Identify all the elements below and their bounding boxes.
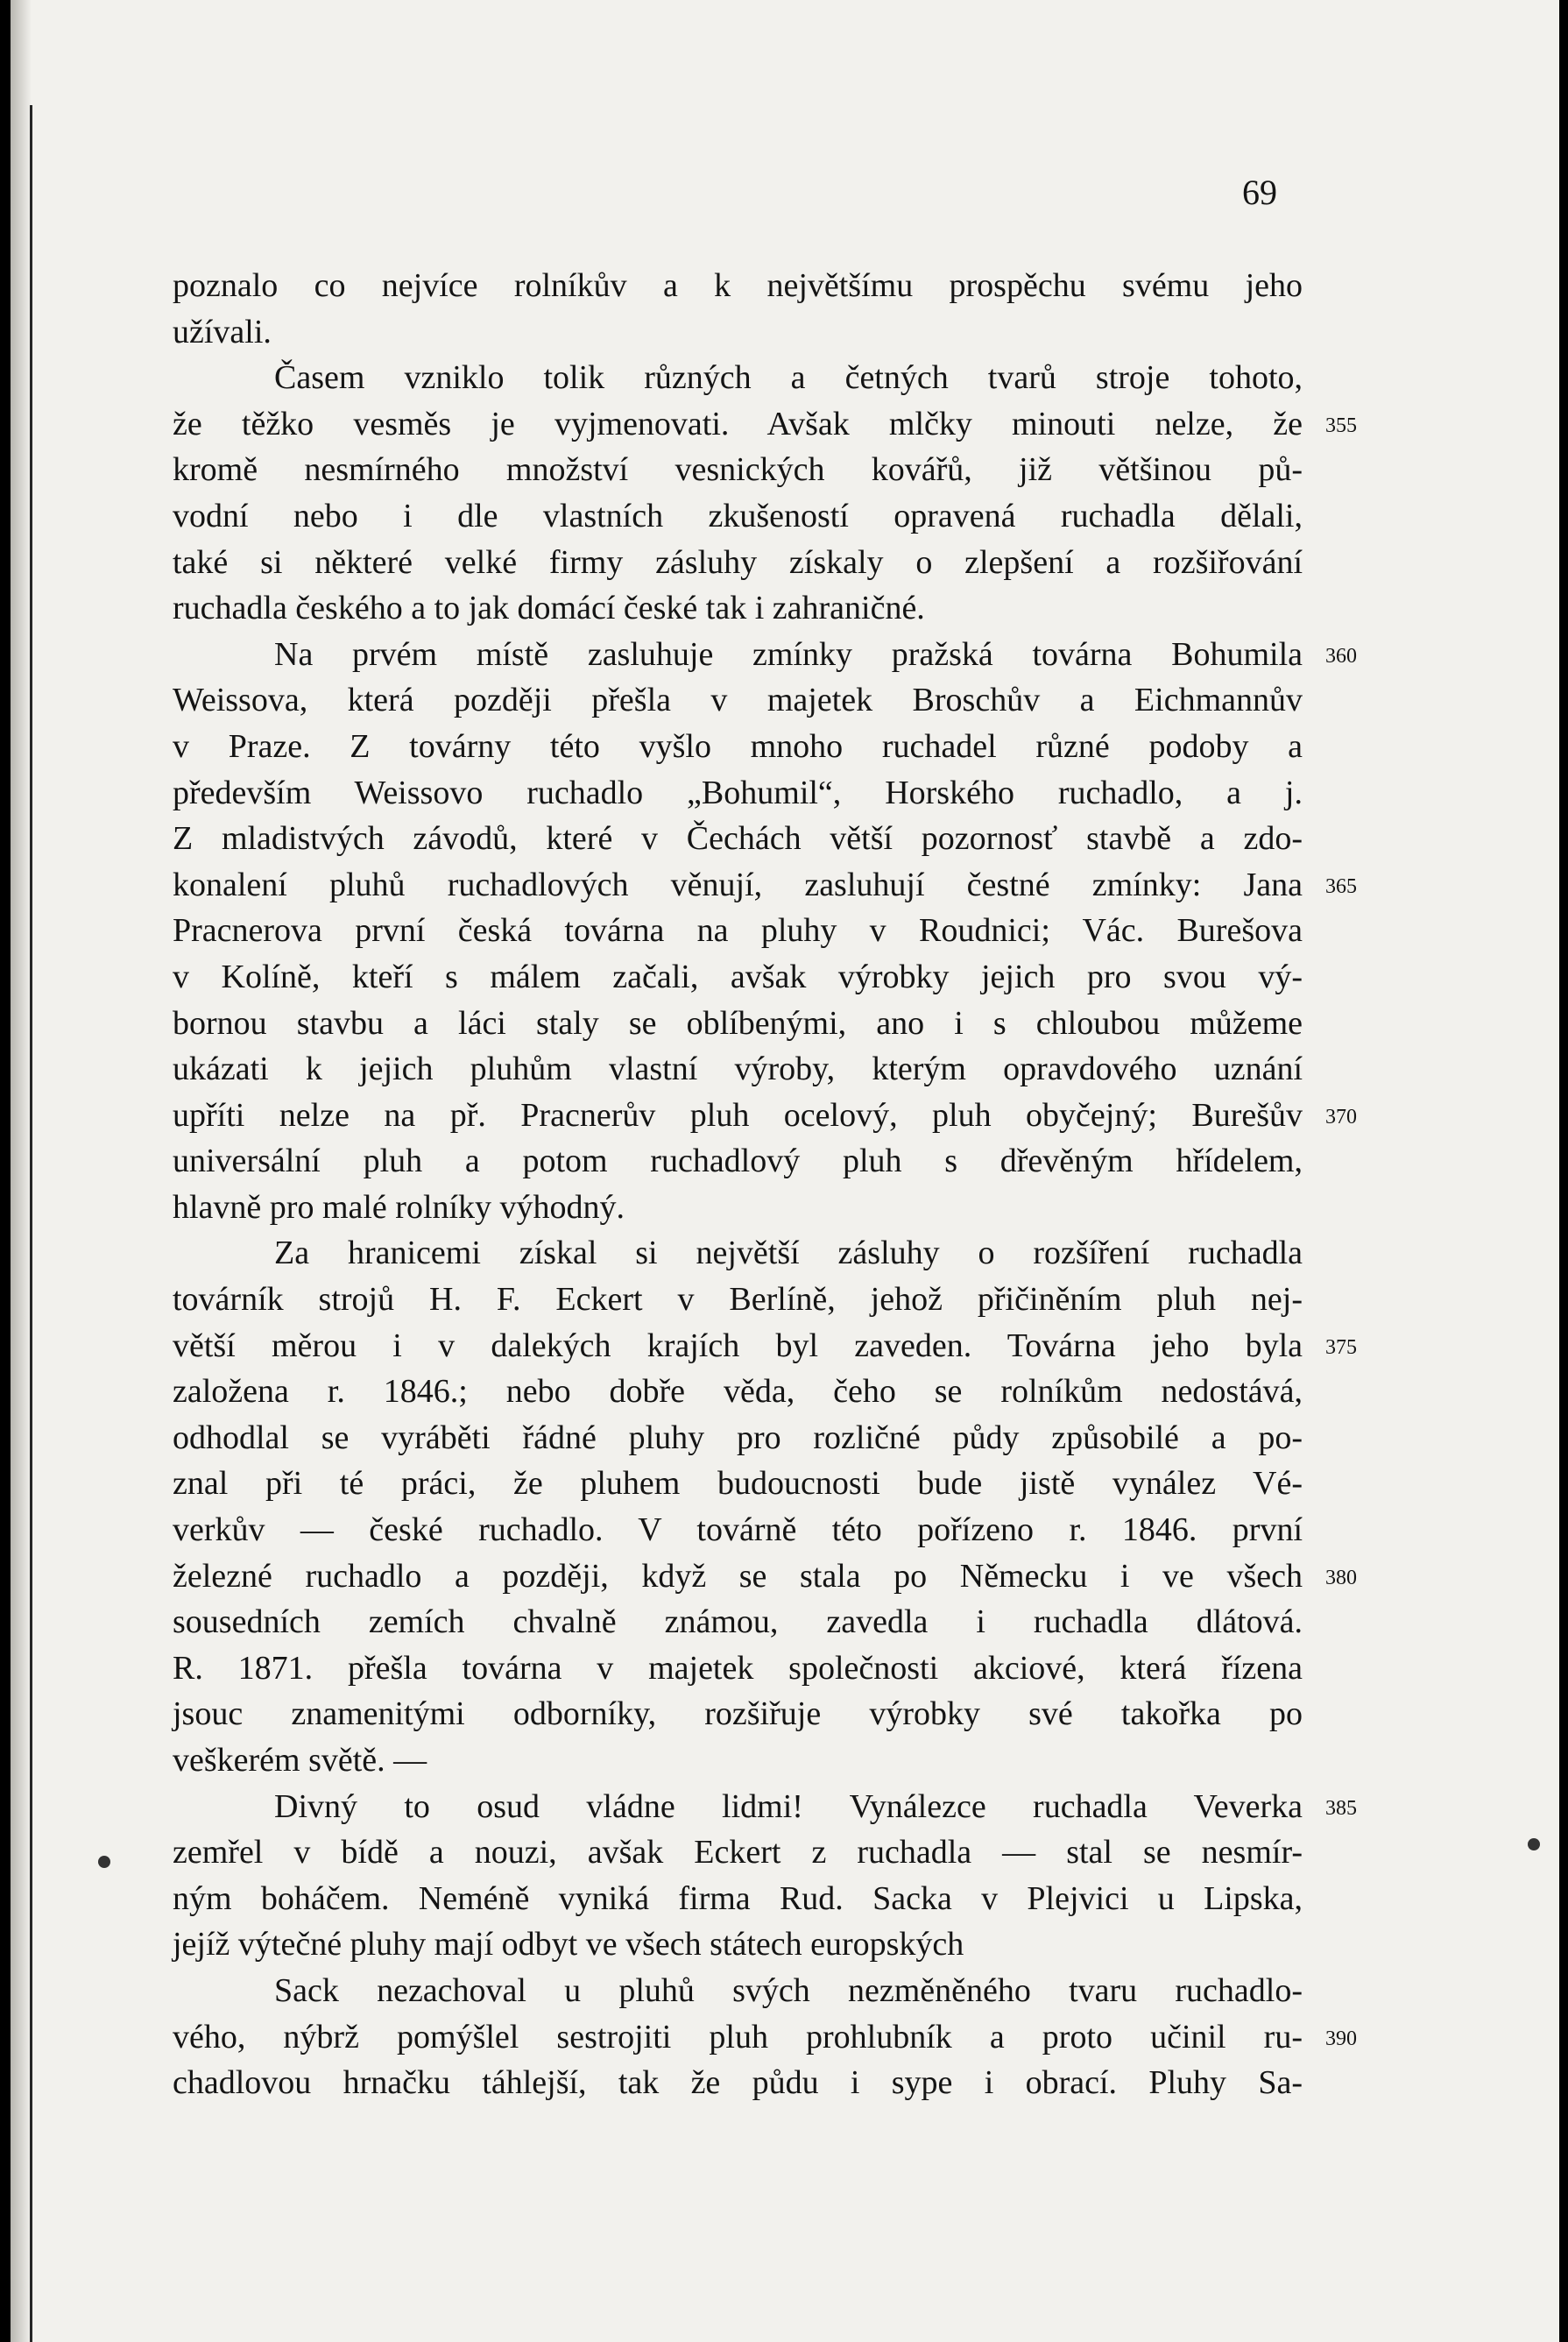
margin-line-number: 365 — [1325, 874, 1357, 898]
text-line — [173, 1461, 1303, 1507]
text-line — [173, 632, 1357, 678]
text-line — [173, 1323, 1357, 1369]
text-line-content: kromě nesmírného množství vesnických kovářů, již většinou pů- — [173, 451, 1303, 489]
text-line-content: Pracnerova první česká továrna na pluhy v Roudnici; Vác. Burešova — [173, 912, 1303, 950]
binding-edge-line — [30, 105, 32, 2342]
text-line-content: znal při té práci, že pluhem budoucnosti bude jistě vynález Vé- — [173, 1465, 1303, 1503]
body-text — [173, 263, 1357, 2106]
text-line — [173, 2060, 1303, 2106]
text-line-content: Časem vzniklo tolik různých a četných tvarů stroje tohoto, — [274, 359, 1303, 397]
text-line-content: poznalo co nejvíce rolníkův a k největšímu prospěchu svému jeho — [173, 267, 1303, 304]
text-line-content: založena r. 1846.; nebo dobře věda, čeho se rolníkům nedostává, — [173, 1373, 1303, 1411]
text-line — [173, 355, 1303, 401]
text-line — [173, 401, 1357, 448]
text-line-content: Za hranicemi získal si největší zásluhy o rozšíření ruchadla — [274, 1235, 1303, 1272]
text-line-content: universální pluh a potom ruchadlový pluh s dřevěným hřídelem, — [173, 1143, 1303, 1180]
text-line-content: v Praze. Z továrny této vyšlo mnoho ruchadel různé podoby a — [173, 727, 1303, 765]
text-line — [173, 1277, 1303, 1323]
text-line — [173, 1001, 1303, 1047]
text-line-content: bornou stavbu a láci staly se oblíbenými, ano i s chloubou můžeme — [173, 1004, 1303, 1042]
text-line-content: chadlovou hrnačku táhlejší, tak že půdu i sype i obrací. Pluhy Sa- — [173, 2064, 1303, 2102]
text-line-content: odhodlal se vyráběti řádné pluhy pro rozličné půdy způsobilé a po- — [173, 1419, 1303, 1456]
text-line-content: jsouc znamenitými odborníky, rozšiřuje výrobky své takořka po — [173, 1695, 1303, 1733]
text-line — [173, 1737, 1303, 1784]
text-line — [173, 1230, 1303, 1277]
text-line — [173, 2014, 1357, 2061]
text-line — [173, 1369, 1303, 1415]
text-line — [173, 1138, 1303, 1185]
text-line-content: v Kolíně, kteří s málem začali, avšak výrobky jejich pro svou vý- — [173, 958, 1303, 995]
text-line-content: ruchadla českého a to jak domácí české tak i zahraničné. — [173, 590, 925, 627]
text-line-content: také si některé velké firmy zásluhy získaly o zlepšení a rozšiřování — [173, 543, 1303, 581]
text-line — [173, 816, 1303, 862]
margin-line-number: 370 — [1325, 1105, 1357, 1129]
text-line-content: Weissova, která později přešla v majetek Broschův a Eichmannův — [173, 682, 1303, 719]
text-line-content: Divný to osud vládne lidmi! Vynálezce ruchadla Veverka — [274, 1787, 1303, 1825]
text-line-content: veškerém světě. — — [173, 1742, 427, 1779]
text-line — [173, 954, 1303, 1001]
text-line-content: Z mladistvých závodů, které v Čechách větší pozornosť stavbě a zdo- — [173, 820, 1303, 858]
book-page — [11, 0, 1559, 2342]
text-line-content: R. 1871. přešla továrna v majetek společnosti akciové, která řízena — [173, 1649, 1303, 1687]
text-line-content: zemřel v bídě a nouzi, avšak Eckert z ruchadla — stal se nesmír- — [173, 1834, 1303, 1871]
text-line — [173, 1093, 1357, 1139]
text-line-content: jejíž výtečné pluhy mají odbyt ve všech státech europských — [173, 1926, 964, 1963]
text-line — [173, 770, 1303, 817]
text-line — [173, 585, 1303, 632]
text-line-content: vodní nebo i dle vlastních zkušeností opravená ruchadla dělali, — [173, 497, 1303, 534]
text-line-content: ukázati k jejich pluhům vlastní výroby, kterým opravdového uznání — [173, 1051, 1303, 1088]
text-line-content: upříti nelze na př. Pracnerův pluh ocelový, pluh obyčejný; Burešův — [173, 1096, 1303, 1134]
text-line-content: především Weissovo ruchadlo „Bohumil“, Horského ruchadlo, a j. — [173, 774, 1303, 811]
text-line — [173, 1599, 1303, 1645]
text-line — [173, 1691, 1303, 1737]
text-line — [173, 908, 1303, 954]
text-line-content: Sack nezachoval u pluhů svých nezměněného tvaru ruchadlo- — [274, 1971, 1303, 2009]
margin-line-number: 355 — [1325, 414, 1357, 437]
text-line — [173, 263, 1303, 309]
text-line — [173, 1645, 1303, 1692]
text-line-content: hlavně pro malé rolníky výhodný. — [173, 1188, 625, 1226]
edge-speck-mark — [1528, 1838, 1540, 1850]
text-line-content: verkův — české ruchadlo. V továrně této pořízeno r. 1846. první — [173, 1511, 1303, 1549]
text-line — [173, 309, 1303, 356]
text-line — [173, 1553, 1357, 1600]
edge-speck-mark — [98, 1856, 110, 1868]
text-line — [173, 540, 1303, 586]
text-line-content: továrník strojů H. F. Eckert v Berlíně, jehož přičiněním pluh nej- — [173, 1281, 1303, 1319]
margin-line-number: 385 — [1325, 1796, 1357, 1820]
text-line-content: vého, nýbrž pomýšlel sestrojiti pluh prohlubník a proto učinil ru- — [173, 2018, 1303, 2055]
margin-line-number: 380 — [1325, 1566, 1357, 1589]
text-line-content: železné ruchadlo a později, když se stala po Německu i ve všech — [173, 1557, 1303, 1595]
text-line — [173, 1415, 1303, 1461]
text-line-content: sousedních zemích chvalně známou, zavedla i ruchadla dlátová. — [173, 1603, 1303, 1641]
text-line — [173, 1921, 1303, 1968]
text-line-content: Na prvém místě zasluhuje zmínky pražská továrna Bohumila — [274, 635, 1303, 673]
text-line — [173, 724, 1303, 770]
text-line-content: větší měrou i v dalekých krajích byl zaveden. Továrna jeho byla — [173, 1327, 1303, 1364]
text-line — [173, 1784, 1357, 1830]
text-line — [173, 1876, 1303, 1922]
text-line — [173, 1185, 1303, 1231]
text-line-content: že těžko vesměs je vyjmenovati. Avšak mlčky minouti nelze, že — [173, 405, 1303, 442]
text-line-content: ným boháčem. Neméně vyniká firma Rud. Sacka v Plejvici u Lipska, — [173, 1879, 1303, 1917]
page-gutter-shadow — [11, 0, 32, 2342]
text-line — [173, 1046, 1303, 1093]
text-line — [173, 1968, 1303, 2014]
text-line-content: užívali. — [173, 313, 272, 350]
margin-line-number: 390 — [1325, 2027, 1357, 2050]
text-line — [173, 1829, 1303, 1876]
text-line — [173, 677, 1303, 724]
margin-line-number: 360 — [1325, 644, 1357, 668]
margin-line-number: 375 — [1325, 1335, 1357, 1359]
page-number: 69 — [1242, 173, 1277, 212]
text-line — [173, 447, 1303, 493]
text-line — [173, 862, 1357, 909]
text-line-content: konalení pluhů ruchadlových věnují, zasluhují čestné zmínky: Jana — [173, 866, 1303, 903]
text-line — [173, 493, 1303, 540]
text-line — [173, 1507, 1303, 1553]
